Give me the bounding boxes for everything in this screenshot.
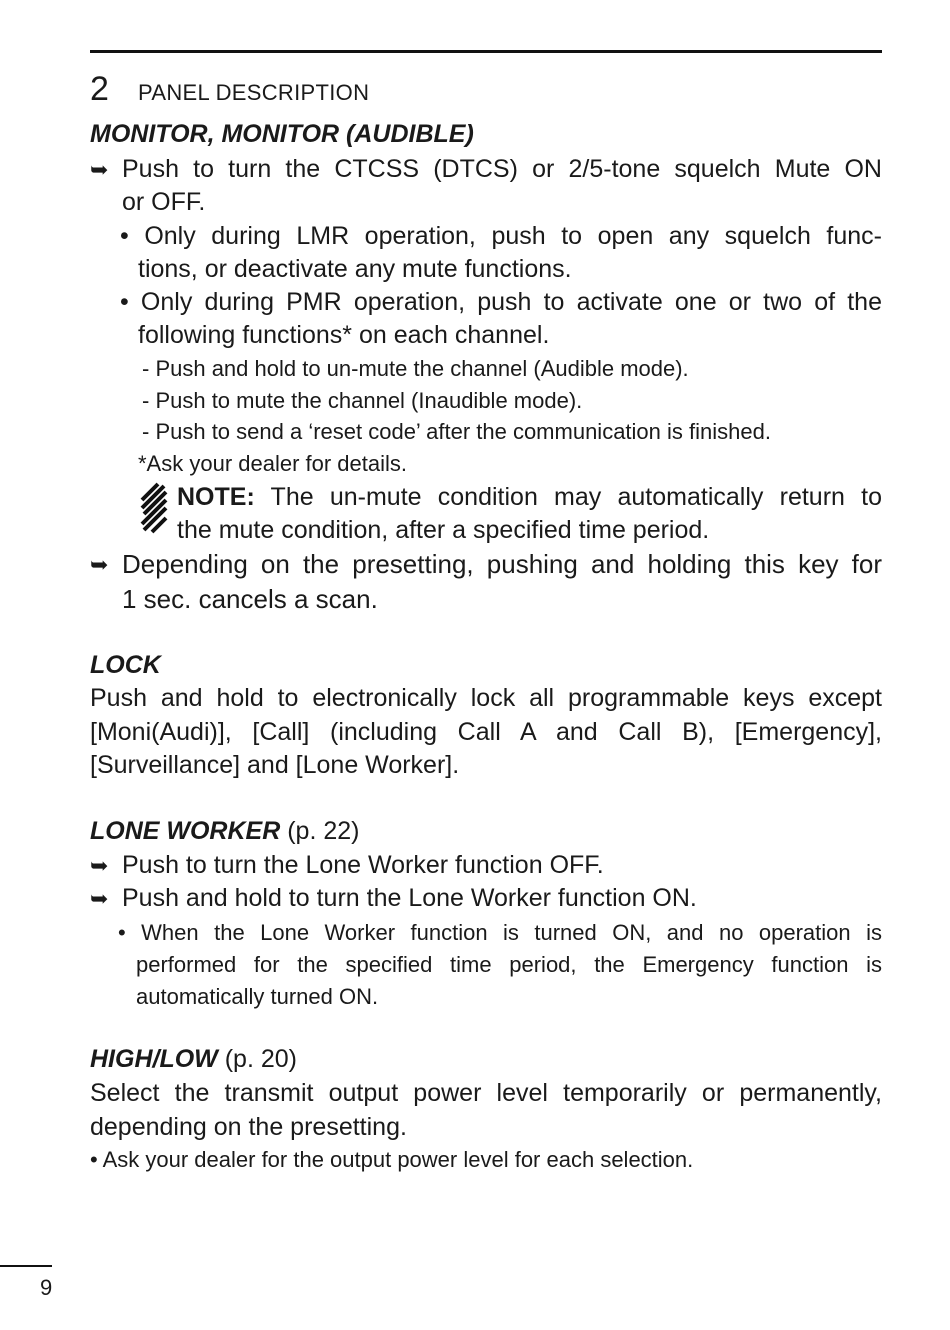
footer-rule [0,1265,52,1267]
lone-worker-bullet-line1: • When the Lone Worker function is turned ON, and no operation is [118,920,882,945]
high-low-line1: Select the transmit output power level temporarily or permanently, [90,1079,882,1107]
monitor-item2-line2: 1 sec. cancels a scan. [122,584,378,614]
monitor-item1-line2: or OFF. [122,188,206,216]
note-line2: the mute condition, after a specified time period. [177,516,710,544]
arrow-bullet-icon: ➥ [90,853,109,878]
arrow-bullet-icon: ➥ [90,157,109,182]
section-heading-high-low [90,1045,297,1074]
monitor-dash3: - Push to send a ‘reset code’ after the communication is finished. [142,419,771,444]
note-label: NOTE: [177,483,255,511]
arrow-bullet-icon: ➥ [90,886,109,911]
monitor-asterisk-note: *Ask your dealer for details. [138,451,408,476]
note-line1 [177,481,882,514]
header-rule [90,50,882,53]
lock-line3: [Surveillance] and [Lone Worker]. [90,751,460,779]
monitor-bullet1-line2: tions, or deactivate any mute functions. [138,255,572,283]
monitor-bullet1-line1: • Only during LMR operation, push to open any squelch func- [120,222,882,250]
chapter-title: PANEL DESCRIPTION [138,80,370,105]
lock-line2: [Moni(Audi)], [Call] (including Call A and Call B), [Emergency], [90,718,882,746]
lone-worker-page-ref: (p. 22) [287,817,360,845]
high-low-page-ref: (p. 20) [224,1045,297,1073]
high-low-bullet: • Ask your dealer for the output power level for each selection. [90,1147,694,1172]
high-low-title: HIGH/LOW [90,1045,218,1073]
section-heading-lone-worker [90,817,360,846]
monitor-dash2: - Push to mute the channel (Inaudible mode). [142,388,583,413]
note-text-1: The un-mute condition may automatically return to [270,483,882,511]
monitor-bullet2-line2: following functions* on each channel. [138,321,550,349]
monitor-item2-line1: Depending on the presetting, pushing and holding this key for [122,549,882,579]
section-heading-monitor: MONITOR, MONITOR (AUDIBLE) [90,120,474,148]
lone-worker-item1: Push to turn the Lone Worker function OFF. [122,851,604,879]
page-number: 9 [40,1275,53,1300]
lone-worker-item2: Push and hold to turn the Lone Worker function ON. [122,884,697,912]
lone-worker-bullet-line2: performed for the specified time period, the Emergency function is [136,952,882,977]
lone-worker-title: LONE WORKER [90,817,281,845]
high-low-line2: depending on the presetting. [90,1113,407,1141]
lock-line1: Push and hold to electronically lock all programmable keys except [90,684,882,712]
arrow-bullet-icon: ➥ [90,552,109,577]
monitor-bullet2-line1: • Only during PMR operation, push to activate one or two of the [120,288,882,316]
monitor-item1-line1: Push to turn the CTCSS (DTCS) or 2/5-tone squelch Mute ON [122,155,882,183]
note-icon [140,482,172,534]
monitor-dash1: - Push and hold to un-mute the channel (Audible mode). [142,356,689,381]
chapter-number: 2 [90,70,109,108]
lone-worker-bullet-line3: automatically turned ON. [136,984,379,1009]
section-heading-lock: LOCK [90,651,161,679]
